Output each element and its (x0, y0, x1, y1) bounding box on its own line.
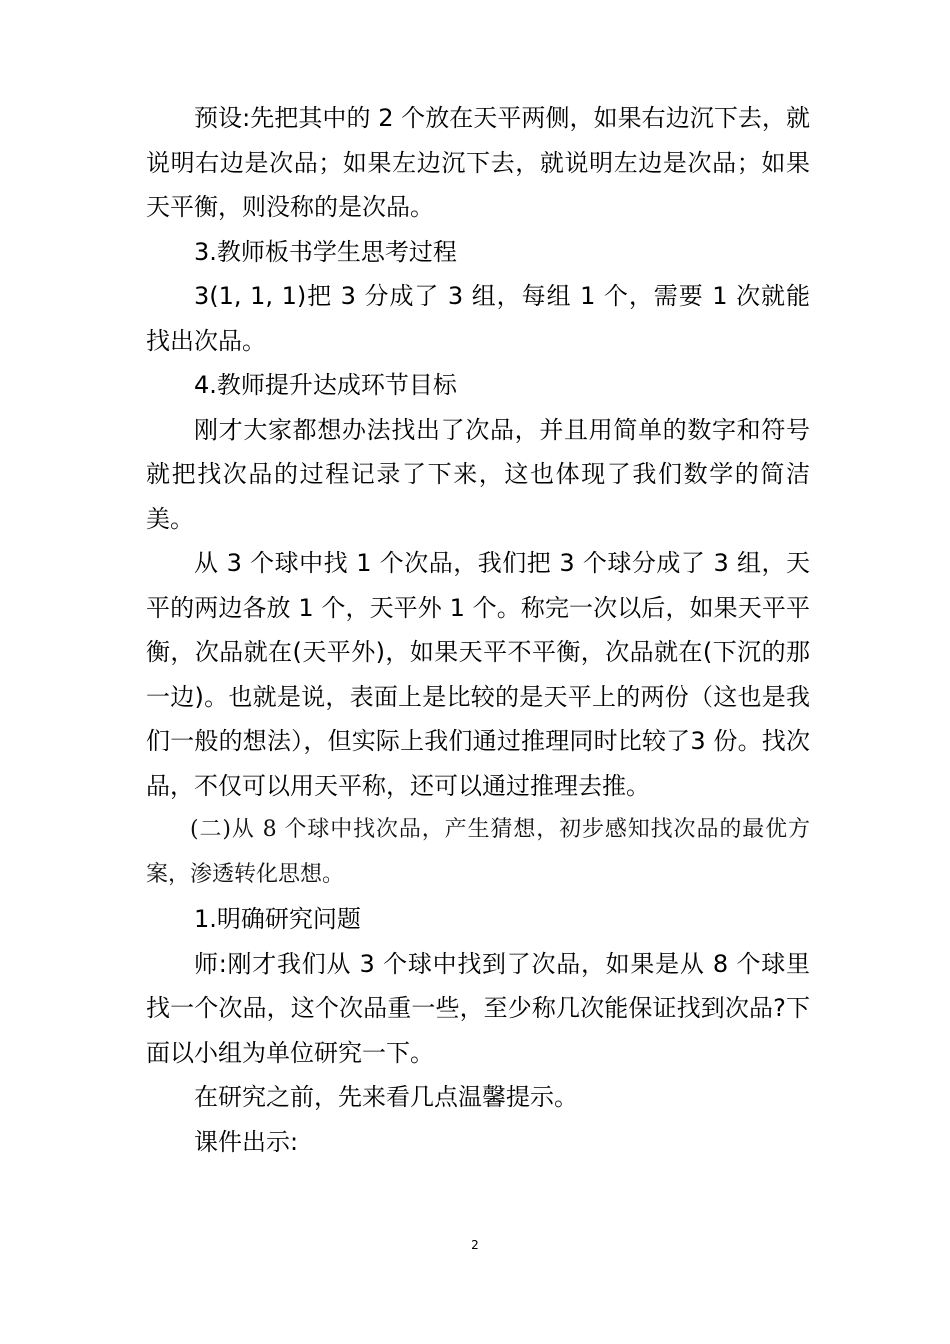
paragraph-grouping-3: 3(1, 1, 1)把 3 分成了 3 组，每组 1 个，需要 1 次就能找出次品。 (146, 282, 810, 355)
heading-research-question: 1.明确研究问题 (194, 905, 361, 933)
heading-teacher-goal: 4.教师提升达成环节目标 (194, 371, 457, 399)
paragraph-preset: 预设:先把其中的 2 个放在天平两侧，如果右边沉下去，就说明右边是次品；如果左边沉下去，就说明左边是次品；如果天平衡，则没称的是次品。 (146, 104, 810, 221)
paragraph-concise-beauty: 刚才大家都想办法找出了次品，并且用简单的数字和符号就把找次品的过程记录了下来，这也体现了我们数学的简洁美。 (146, 415, 810, 533)
document-body (146, 96, 810, 1164)
paragraph-tips-intro: 在研究之前，先来看几点温馨提示。 (194, 1083, 578, 1111)
paragraph-courseware: 课件出示: (194, 1127, 299, 1156)
paragraph-reasoning: 从 3 个球中找 1 个次品，我们把 3 个球分成了 3 组，天平的两边各放 1 个，天平外 1 个。称完一次以后，如果天平平衡，次品就在(天平外)，如果天平不平衡，次品就在(下沉的那一边)。也就是说，表面上是比较的是天平上的两份（这也是我们一般的想法），但实际上我们通过推理同时比较了3 份。找次品，不仅可以用天平称，还可以通过推理去推。 (146, 549, 810, 800)
paragraph-teacher-question: 师:刚才我们从 3 个球中找到了次品，如果是从 8 个球里找一个次品，这个次品重一些，至少称几次能保证找到次品?下面以小组为单位研究一下。 (146, 949, 810, 1067)
page-number: 2 (471, 1238, 479, 1252)
heading-teacher-board: 3.教师板书学生思考过程 (194, 237, 457, 266)
section-heading-eight-balls: (二)从 8 个球中找次品，产生猜想，初步感知找次品的最优方案，渗透转化思想。 (146, 817, 810, 887)
